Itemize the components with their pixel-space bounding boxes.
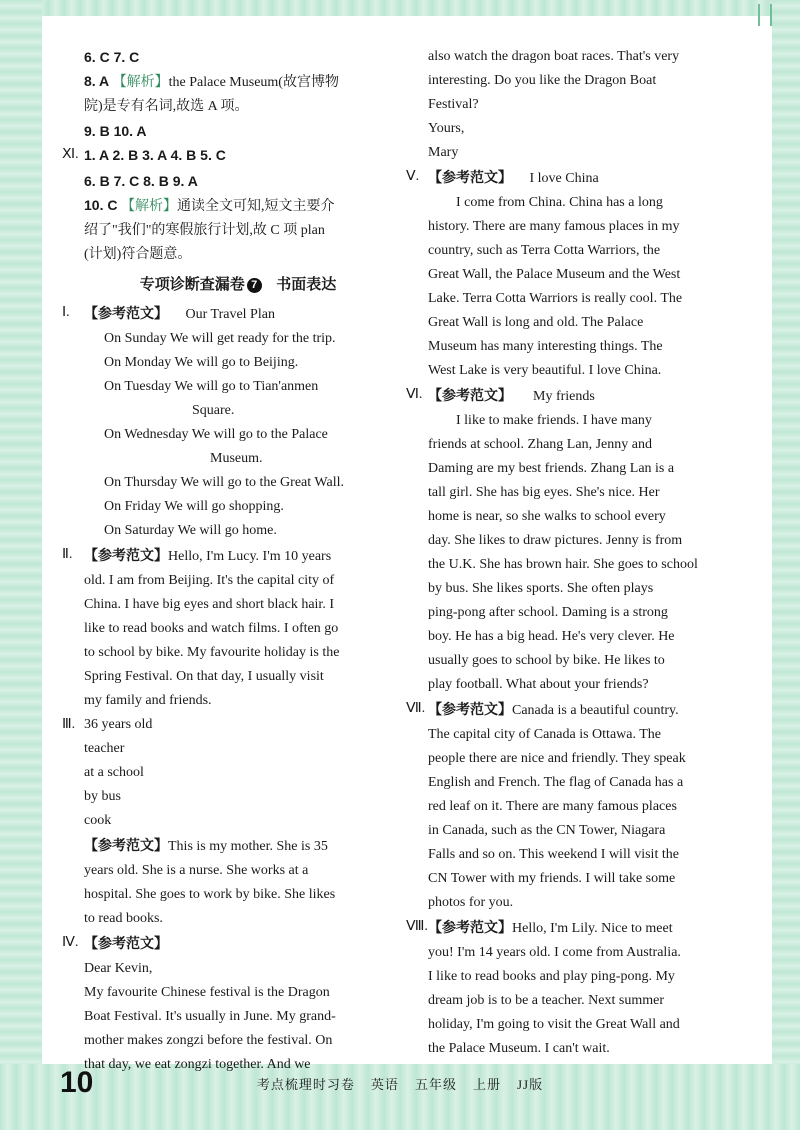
analysis-text: 院)是专有名词,故选 A 项。 [84, 99, 249, 114]
sample-tag: 【参考范文】 [84, 547, 168, 563]
schedule-line: On Saturday We will go home. [104, 523, 277, 538]
essay-line [84, 833, 392, 859]
essay-title: My friends [533, 389, 595, 404]
schedule-line: Museum. [210, 451, 263, 466]
essay-line: day. She likes to draw pictures. Jenny is from [428, 533, 683, 548]
analysis-text: the Palace Museum(故宫博物 [168, 75, 339, 90]
footer-edition: JJ版 [516, 1077, 544, 1092]
essay-line: the Palace Museum. I can't wait. [428, 1041, 610, 1056]
decorative-border-left [0, 0, 42, 1130]
decorative-border-right [772, 0, 800, 1130]
essay-line: boy. He has a big head. He's very clever. He [428, 629, 675, 644]
answer-item: by bus [84, 789, 121, 804]
section-v [406, 165, 768, 191]
section-viii [406, 915, 768, 941]
letter-greeting: Dear Kevin, [84, 961, 153, 976]
essay-title: Our Travel Plan [185, 307, 275, 322]
left-column [62, 45, 392, 1077]
essay-line: I like to make friends. I have many [456, 413, 652, 428]
footer-grade: 五年级 [414, 1077, 457, 1092]
footer-book-title: 考点梳理时习卷 [256, 1077, 355, 1092]
analysis-tag: 【解析】 [112, 75, 169, 90]
analysis-text: 通读全文可知,短文主要介 [176, 199, 335, 214]
section-numeral: Ⅶ. [406, 701, 426, 716]
essay-line: country, such as Terra Cotta Warriors, the [428, 243, 661, 258]
essay-line: red leaf on it. There are many famous places [428, 799, 677, 814]
essay-line: ping-pong after school. Daming is a strong [428, 605, 668, 620]
sample-tag: 【参考范文】 [84, 305, 168, 321]
section-heading [84, 267, 392, 301]
essay-line: years old. She is a nurse. She works at a [84, 863, 309, 878]
essay-line: Canada is a beautiful country. [512, 703, 679, 718]
essay-line: interesting. Do you like the Dragon Boat [428, 73, 657, 88]
essay-line: that day, we eat zongzi together. And we [84, 1057, 311, 1072]
sample-tag: 【参考范文】 [428, 387, 512, 403]
section-numeral: Ⅴ. [406, 169, 420, 184]
essay-line: China. I have big eyes and short black hair. I [84, 597, 334, 612]
essay-line: also watch the dragon boat races. That's very [428, 49, 680, 64]
essay-line: holiday, I'm going to visit the Great Wall and [428, 1017, 680, 1032]
essay-line: This is my mother. She is 35 [168, 839, 328, 854]
section-numeral: Ⅰ. [62, 305, 70, 320]
page-corner-mark [758, 4, 772, 26]
schedule-line: On Sunday We will get ready for the trip. [104, 331, 336, 346]
section-numeral: Ⅺ. [62, 147, 79, 162]
decorative-border-top [0, 0, 800, 16]
essay-line: home is near, so she walks to school every [428, 509, 666, 524]
answer-item: teacher [84, 741, 125, 756]
essay-line: Boat Festival. It's usually in June. My grand- [84, 1009, 336, 1024]
essay-line: Daming are my best friends. Zhang Lan is a [428, 461, 675, 476]
schedule-line: On Wednesday We will go to the Palace [104, 427, 328, 442]
schedule-line: On Tuesday We will go to Tian'anmen [104, 379, 319, 394]
answer-line [84, 193, 392, 219]
essay-line: the U.K. She has brown hair. She goes to school [428, 557, 698, 572]
essay-line: usually goes to school by bike. He likes to [428, 653, 665, 668]
sample-tag: 【参考范文】 [428, 701, 512, 717]
essay-line: Museum has many interesting things. The [428, 339, 663, 354]
essay-line: CN Tower with my friends. I will take some [428, 871, 676, 886]
essay-line: you! I'm 14 years old. I come from Australia. [428, 945, 681, 960]
essay-line: in Canada, such as the CN Tower, Niagara [428, 823, 666, 838]
section-vii [406, 697, 768, 723]
footer-subject: 英语 [370, 1077, 399, 1092]
essay-line: I come from China. China has a long [456, 195, 663, 210]
essay-line: Festival? [428, 97, 479, 112]
essay-line: to read books. [84, 911, 163, 926]
answer-item: cook [84, 813, 112, 828]
page-number: 10 [60, 1066, 94, 1099]
analysis-text: 绍了"我们"的寒假旅行计划,故 C 项 plan [84, 223, 325, 238]
section-numeral: Ⅷ. [406, 919, 428, 934]
right-column [406, 45, 768, 1061]
essay-line: dream job is to be a teacher. Next summer [428, 993, 664, 1008]
essay-line: my family and friends. [84, 693, 212, 708]
essay-line: tall girl. She has big eyes. She's nice. Her [428, 485, 660, 500]
essay-line: Great Wall is long and old. The Palace [428, 315, 644, 330]
schedule-line: On Thursday We will go to the Great Wall. [104, 475, 344, 490]
section-numeral: Ⅵ. [406, 387, 423, 402]
essay-line: Lake. Terra Cotta Warriors is really cool. The [428, 291, 683, 306]
essay-line: like to read books and watch films. I often go [84, 621, 339, 636]
essay-line: Spring Festival. On that day, I usually visit [84, 669, 324, 684]
section-ii [62, 543, 392, 569]
heading-number-badge: 7 [247, 278, 262, 293]
section-iv [62, 931, 392, 957]
letter-closing: Yours, [428, 121, 465, 136]
sample-tag: 【参考范文】 [428, 919, 512, 935]
essay-line: English and French. The flag of Canada has a [428, 775, 684, 790]
answer-line: 9. B 10. A [84, 123, 147, 139]
heading-text: 专项诊断查漏卷 [139, 276, 245, 293]
essay-line: I like to read books and play ping-pong. My [428, 969, 675, 984]
essay-line: friends at school. Zhang Lan, Jenny and [428, 437, 652, 452]
answer-line: 6. B 7. C 8. B 9. A [84, 173, 198, 189]
essay-line: old. I am from Beijing. It's the capital city of [84, 573, 335, 588]
essay-line: Falls and so on. This weekend I will visit the [428, 847, 679, 862]
sample-tag: 【参考范文】 [84, 837, 168, 853]
schedule-line: On Monday We will go to Beijing. [104, 355, 299, 370]
essay-line: by bus. She likes sports. She often plays [428, 581, 654, 596]
essay-line: hospital. She goes to work by bike. She likes [84, 887, 336, 902]
essay-line: The capital city of Canada is Ottawa. The [428, 727, 661, 742]
essay-line: Great Wall, the Palace Museum and the West [428, 267, 681, 282]
answer-key: 10. C [84, 197, 118, 213]
essay-line: Hello, I'm Lily. Nice to meet [512, 921, 673, 936]
answer-line [84, 69, 392, 95]
section-numeral: Ⅲ. [62, 717, 76, 732]
schedule-line: On Friday We will go shopping. [104, 499, 284, 514]
section-numeral: Ⅱ. [62, 547, 73, 562]
answer-line: 1. A 2. B 3. A 4. B 5. C [84, 147, 226, 163]
answer-key: 8. A [84, 73, 110, 89]
sample-tag: 【参考范文】 [428, 169, 512, 185]
section-vi [406, 383, 768, 409]
essay-line: people there are nice and friendly. They speak [428, 751, 686, 766]
essay-title: I love China [529, 171, 599, 186]
answer-item: at a school [84, 765, 144, 780]
essay-line: Hello, I'm Lucy. I'm 10 years [168, 549, 332, 564]
footer-term: 上册 [472, 1077, 501, 1092]
answer-line: 6. C 7. C [84, 49, 140, 65]
heading-subtitle: 书面表达 [276, 276, 337, 293]
page-footer [0, 1074, 800, 1093]
essay-line: My favourite Chinese festival is the Dragon [84, 985, 330, 1000]
analysis-tag: 【解析】 [120, 199, 177, 214]
answer-item: 36 years old [84, 717, 153, 732]
section-i [62, 301, 392, 327]
essay-line: to school by bike. My favourite holiday is the [84, 645, 340, 660]
letter-signature: Mary [428, 145, 459, 160]
essay-line: mother makes zongzi before the festival. On [84, 1033, 333, 1048]
essay-line: play football. What about your friends? [428, 677, 649, 692]
section-numeral: Ⅳ. [62, 935, 79, 950]
analysis-text: (计划)符合题意。 [84, 247, 192, 262]
sample-tag: 【参考范文】 [84, 935, 168, 951]
schedule-line: Square. [192, 403, 235, 418]
section-iii [62, 713, 392, 737]
essay-line: photos for you. [428, 895, 514, 910]
essay-line: West Lake is very beautiful. I love China. [428, 363, 662, 378]
section-xi [62, 143, 392, 169]
essay-line: history. There are many famous places in my [428, 219, 680, 234]
